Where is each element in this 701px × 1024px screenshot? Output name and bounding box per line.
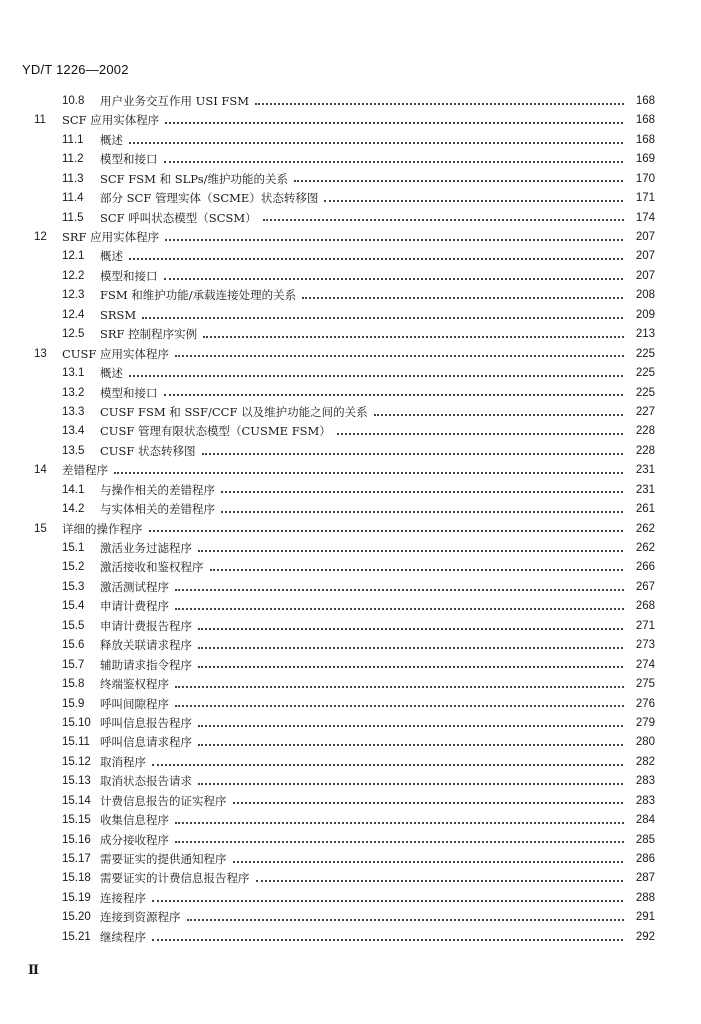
toc-section-entry bbox=[0, 578, 701, 597]
toc-entry-page-number: 213 bbox=[625, 329, 655, 341]
toc-entry-number: 15.10 bbox=[62, 716, 91, 729]
toc-entry-page-number: 262 bbox=[625, 524, 655, 536]
toc-entry-number: 15.8 bbox=[62, 678, 85, 691]
toc-entry-title: 申请计费报告程序 bbox=[100, 618, 192, 633]
toc-entry-number: 12.4 bbox=[62, 308, 85, 321]
toc-dot-leader bbox=[164, 159, 652, 163]
toc-entry-number: 15.2 bbox=[62, 561, 85, 574]
toc-dot-leader bbox=[129, 256, 651, 260]
toc-entry-page-number: 282 bbox=[625, 757, 655, 769]
toc-entry-title: 需要证实的计费信息报告程序 bbox=[100, 871, 250, 886]
toc-entry-title: 与实体相关的差错程序 bbox=[100, 502, 215, 517]
toc-entry-title: 成分接收程序 bbox=[100, 832, 169, 847]
toc-entry-title: 激活业务过滤程序 bbox=[100, 541, 192, 556]
toc-section-entry bbox=[0, 831, 701, 850]
toc-dot-leader bbox=[374, 412, 651, 416]
toc-entry-page-number: 261 bbox=[625, 504, 655, 516]
toc-entry-page-number: 274 bbox=[625, 660, 655, 672]
toc-entry-number: 15.14 bbox=[62, 794, 91, 807]
toc-entry-page-number: 291 bbox=[625, 912, 655, 924]
toc-dot-leader bbox=[149, 528, 652, 532]
toc-entry-title: 模型和接口 bbox=[100, 268, 158, 283]
toc-dot-leader bbox=[164, 392, 652, 396]
toc-entry-page-number: 207 bbox=[625, 251, 655, 263]
toc-dot-leader bbox=[175, 606, 651, 610]
toc-dot-leader bbox=[233, 859, 652, 863]
toc-entry-page-number: 225 bbox=[625, 349, 655, 361]
toc-entry-page-number: 292 bbox=[625, 932, 655, 944]
toc-entry-page-number: 227 bbox=[625, 407, 655, 419]
toc-section-entry bbox=[0, 597, 701, 616]
toc-section-entry bbox=[0, 364, 701, 383]
toc-section-entry bbox=[0, 928, 701, 947]
toc-section-entry bbox=[0, 150, 701, 169]
toc-entry-page-number: 287 bbox=[625, 873, 655, 885]
toc-entry-title: SRF 应用实体程序 bbox=[62, 230, 160, 245]
toc-entry-page-number: 268 bbox=[625, 601, 655, 613]
toc-dot-leader bbox=[175, 820, 651, 824]
toc-section-entry bbox=[0, 539, 701, 558]
toc-section-entry bbox=[0, 500, 701, 519]
toc-entry-title: 模型和接口 bbox=[100, 152, 158, 167]
toc-entry-page-number: 275 bbox=[625, 679, 655, 691]
toc-section-entry bbox=[0, 811, 701, 830]
toc-entry-page-number: 286 bbox=[625, 854, 655, 866]
toc-entry-number: 13 bbox=[34, 347, 47, 360]
toc-entry-title: 差错程序 bbox=[62, 463, 108, 478]
toc-entry-title: 计费信息报告的证实程序 bbox=[100, 793, 227, 808]
toc-entry-title: FSM 和维护功能/承载连接处理的关系 bbox=[100, 288, 297, 303]
toc-entry-number: 11.3 bbox=[62, 172, 84, 185]
toc-section-entry bbox=[0, 209, 701, 228]
toc-entry-page-number: 168 bbox=[625, 96, 655, 108]
toc-entry-title: 收集信息程序 bbox=[100, 813, 169, 828]
toc-entry-title: 连接到资源程序 bbox=[100, 910, 181, 925]
toc-dot-leader bbox=[164, 276, 652, 280]
toc-dot-leader bbox=[142, 315, 651, 319]
toc-dot-leader bbox=[210, 567, 652, 571]
toc-entry-title: 连接程序 bbox=[100, 890, 146, 905]
toc-section-entry bbox=[0, 792, 701, 811]
toc-entry-page-number: 267 bbox=[625, 582, 655, 594]
toc-entry-title: 模型和接口 bbox=[100, 385, 158, 400]
toc-entry-title: CUSF FSM 和 SSF/CCF 以及维护功能之间的关系 bbox=[100, 404, 368, 419]
document-code-header: YD/T 1226—2002 bbox=[22, 62, 129, 77]
toc-dot-leader bbox=[165, 120, 651, 124]
toc-section-entry bbox=[0, 286, 701, 305]
toc-dot-leader bbox=[198, 664, 651, 668]
toc-section-entry bbox=[0, 714, 701, 733]
toc-entry-number: 12.5 bbox=[62, 328, 85, 341]
toc-dot-leader bbox=[165, 237, 651, 241]
toc-entry-page-number: 288 bbox=[625, 893, 655, 905]
toc-section-entry bbox=[0, 403, 701, 422]
toc-entry-page-number: 208 bbox=[625, 290, 655, 302]
toc-section-entry bbox=[0, 481, 701, 500]
toc-entry-page-number: 225 bbox=[625, 368, 655, 380]
toc-section-entry bbox=[0, 559, 701, 578]
toc-entry-page-number: 273 bbox=[625, 640, 655, 652]
toc-section-entry bbox=[0, 870, 701, 889]
toc-entry-number: 15.13 bbox=[62, 775, 91, 788]
toc-section-entry bbox=[0, 422, 701, 441]
toc-dot-leader bbox=[152, 937, 651, 941]
toc-entry-page-number: 231 bbox=[625, 465, 655, 477]
toc-entry-page-number: 271 bbox=[625, 621, 655, 633]
toc-dot-leader bbox=[175, 684, 651, 688]
toc-entry-title: 呼叫信息报告程序 bbox=[100, 715, 192, 730]
toc-dot-leader bbox=[198, 548, 651, 552]
toc-dot-leader bbox=[324, 198, 651, 202]
toc-entry-number: 13.1 bbox=[62, 367, 85, 380]
toc-entry-title: 辅助请求指令程序 bbox=[100, 657, 192, 672]
toc-entry-page-number: 169 bbox=[625, 154, 655, 166]
toc-entry-title: 取消状态报告请求 bbox=[100, 774, 192, 789]
toc-entry-page-number: 228 bbox=[625, 446, 655, 458]
toc-entry-number: 10.8 bbox=[62, 94, 85, 107]
toc-entry-page-number: 279 bbox=[625, 718, 655, 730]
toc-dot-leader bbox=[221, 509, 651, 513]
toc-dot-leader bbox=[256, 878, 652, 882]
toc-entry-page-number: 283 bbox=[625, 776, 655, 788]
toc-entry-title: 申请计费程序 bbox=[100, 599, 169, 614]
toc-entry-page-number: 207 bbox=[625, 232, 655, 244]
toc-entry-title: CUSF 状态转移图 bbox=[100, 443, 196, 458]
toc-entry-title: SCF FSM 和 SLPs/维护功能的关系 bbox=[100, 171, 288, 186]
toc-entry-page-number: 266 bbox=[625, 562, 655, 574]
toc-entry-page-number: 262 bbox=[625, 543, 655, 555]
toc-entry-number: 15.1 bbox=[62, 542, 85, 555]
toc-entry-number: 13.2 bbox=[62, 386, 85, 399]
toc-dot-leader bbox=[233, 800, 652, 804]
toc-entry-number: 11 bbox=[34, 114, 46, 127]
toc-section-entry bbox=[0, 170, 701, 189]
toc-dot-leader bbox=[175, 703, 651, 707]
toc-dot-leader bbox=[198, 626, 651, 630]
toc-entry-title: 取消程序 bbox=[100, 754, 146, 769]
toc-entry-number: 15.5 bbox=[62, 619, 85, 632]
toc-chapter-entry bbox=[0, 345, 701, 364]
toc-dot-leader bbox=[129, 140, 651, 144]
toc-entry-page-number: 170 bbox=[625, 174, 655, 186]
toc-entry-number: 15.4 bbox=[62, 600, 85, 613]
toc-chapter-entry bbox=[0, 111, 701, 130]
toc-dot-leader bbox=[198, 781, 651, 785]
toc-entry-number: 14.1 bbox=[62, 483, 85, 496]
toc-entry-title: 终端鉴权程序 bbox=[100, 677, 169, 692]
toc-section-entry bbox=[0, 248, 701, 267]
toc-entry-page-number: 228 bbox=[625, 426, 655, 438]
toc-dot-leader bbox=[263, 217, 651, 221]
toc-dot-leader bbox=[255, 101, 651, 105]
toc-entry-title: 部分 SCF 管理实体（SCME）状态转移图 bbox=[100, 191, 319, 206]
toc-section-entry bbox=[0, 306, 701, 325]
toc-entry-title: CUSF 管理有限状态模型（CUSME FSM） bbox=[100, 424, 331, 439]
toc-entry-page-number: 225 bbox=[625, 388, 655, 400]
toc-entry-number: 14 bbox=[34, 464, 47, 477]
toc-chapter-entry bbox=[0, 520, 701, 539]
toc-entry-number: 15.20 bbox=[62, 911, 91, 924]
toc-entry-title: 激活测试程序 bbox=[100, 579, 169, 594]
toc-entry-page-number: 285 bbox=[625, 835, 655, 847]
toc-section-entry bbox=[0, 636, 701, 655]
toc-entry-page-number: 276 bbox=[625, 699, 655, 711]
toc-dot-leader bbox=[337, 431, 651, 435]
toc-entry-page-number: 283 bbox=[625, 796, 655, 808]
toc-section-entry bbox=[0, 442, 701, 461]
toc-entry-title: SRSM bbox=[100, 307, 137, 322]
toc-entry-title: 继续程序 bbox=[100, 929, 146, 944]
toc-entry-number: 15.3 bbox=[62, 580, 85, 593]
toc-entry-number: 15.7 bbox=[62, 658, 85, 671]
toc-entry-title: 概述 bbox=[100, 132, 123, 147]
toc-dot-leader bbox=[202, 451, 651, 455]
toc-section-entry bbox=[0, 908, 701, 927]
toc-entry-number: 15.6 bbox=[62, 639, 85, 652]
toc-chapter-entry bbox=[0, 228, 701, 247]
toc-dot-leader bbox=[221, 489, 651, 493]
toc-entry-number: 13.3 bbox=[62, 405, 85, 418]
toc-section-entry bbox=[0, 189, 701, 208]
toc-section-entry bbox=[0, 617, 701, 636]
toc-entry-number: 13.5 bbox=[62, 444, 85, 457]
toc-dot-leader bbox=[294, 178, 651, 182]
toc-entry-title: SCF 应用实体程序 bbox=[62, 113, 160, 128]
toc-entry-number: 15.12 bbox=[62, 755, 91, 768]
toc-entry-page-number: 168 bbox=[625, 115, 655, 127]
toc-section-entry bbox=[0, 675, 701, 694]
page-number-footer: Ⅱ bbox=[28, 962, 39, 977]
toc-dot-leader bbox=[187, 917, 652, 921]
toc-entry-page-number: 207 bbox=[625, 271, 655, 283]
toc-chapter-entry bbox=[0, 461, 701, 480]
toc-entry-number: 15.15 bbox=[62, 814, 91, 827]
toc-entry-page-number: 168 bbox=[625, 135, 655, 147]
toc-entry-number: 15.19 bbox=[62, 891, 91, 904]
toc-entry-number: 14.2 bbox=[62, 503, 85, 516]
toc-section-entry bbox=[0, 267, 701, 286]
toc-dot-leader bbox=[175, 353, 651, 357]
toc-entry-title: 呼叫信息请求程序 bbox=[100, 735, 192, 750]
toc-entry-number: 11.2 bbox=[62, 153, 84, 166]
toc-entry-number: 15.21 bbox=[62, 930, 91, 943]
toc-entry-title: 详细的操作程序 bbox=[62, 521, 143, 536]
toc-entry-number: 15.11 bbox=[62, 736, 90, 749]
toc-dot-leader bbox=[198, 742, 651, 746]
toc-entry-title: 需要证实的提供通知程序 bbox=[100, 852, 227, 867]
toc-entry-number: 12.1 bbox=[62, 250, 85, 263]
toc-dot-leader bbox=[175, 587, 651, 591]
table-of-contents bbox=[0, 92, 701, 947]
toc-section-entry bbox=[0, 753, 701, 772]
toc-entry-number: 11.4 bbox=[62, 192, 84, 205]
toc-dot-leader bbox=[198, 645, 651, 649]
toc-entry-number: 15.9 bbox=[62, 697, 85, 710]
toc-entry-page-number: 284 bbox=[625, 815, 655, 827]
toc-dot-leader bbox=[302, 295, 651, 299]
toc-entry-page-number: 231 bbox=[625, 485, 655, 497]
toc-section-entry bbox=[0, 384, 701, 403]
toc-dot-leader bbox=[198, 723, 651, 727]
toc-dot-leader bbox=[114, 470, 651, 474]
toc-section-entry bbox=[0, 325, 701, 344]
toc-entry-title: 概述 bbox=[100, 366, 123, 381]
toc-entry-title: 概述 bbox=[100, 249, 123, 264]
toc-entry-number: 15.18 bbox=[62, 872, 91, 885]
toc-dot-leader bbox=[203, 334, 651, 338]
toc-entry-title: 与操作相关的差错程序 bbox=[100, 482, 215, 497]
toc-entry-page-number: 171 bbox=[625, 193, 655, 205]
toc-dot-leader bbox=[129, 373, 651, 377]
toc-section-entry bbox=[0, 772, 701, 791]
toc-entry-title: 用户业务交互作用 USI FSM bbox=[100, 93, 250, 108]
toc-section-entry bbox=[0, 889, 701, 908]
toc-section-entry bbox=[0, 695, 701, 714]
toc-entry-title: 释放关联请求程序 bbox=[100, 638, 192, 653]
toc-entry-number: 11.5 bbox=[62, 211, 84, 224]
toc-section-entry bbox=[0, 850, 701, 869]
toc-entry-number: 15 bbox=[34, 522, 47, 535]
toc-entry-number: 13.4 bbox=[62, 425, 85, 438]
toc-entry-title: 激活接收和鉴权程序 bbox=[100, 560, 204, 575]
toc-entry-title: SCF 呼叫状态模型（SCSM） bbox=[100, 210, 257, 225]
toc-entry-number: 15.16 bbox=[62, 833, 91, 846]
toc-entry-page-number: 209 bbox=[625, 310, 655, 322]
toc-entry-number: 11.1 bbox=[62, 133, 84, 146]
toc-entry-number: 12 bbox=[34, 231, 47, 244]
toc-entry-title: CUSF 应用实体程序 bbox=[62, 346, 170, 361]
toc-section-entry bbox=[0, 131, 701, 150]
toc-entry-page-number: 280 bbox=[625, 737, 655, 749]
toc-dot-leader bbox=[175, 839, 651, 843]
toc-section-entry bbox=[0, 656, 701, 675]
toc-entry-title: SRF 控制程序实例 bbox=[100, 327, 198, 342]
toc-entry-number: 12.2 bbox=[62, 269, 85, 282]
toc-entry-number: 15.17 bbox=[62, 853, 91, 866]
toc-entry-title: 呼叫间隙程序 bbox=[100, 696, 169, 711]
toc-entry-number: 12.3 bbox=[62, 289, 85, 302]
toc-dot-leader bbox=[152, 898, 651, 902]
toc-section-entry bbox=[0, 733, 701, 752]
toc-entry-page-number: 174 bbox=[625, 213, 655, 225]
toc-section-entry bbox=[0, 92, 701, 111]
toc-dot-leader bbox=[152, 762, 651, 766]
